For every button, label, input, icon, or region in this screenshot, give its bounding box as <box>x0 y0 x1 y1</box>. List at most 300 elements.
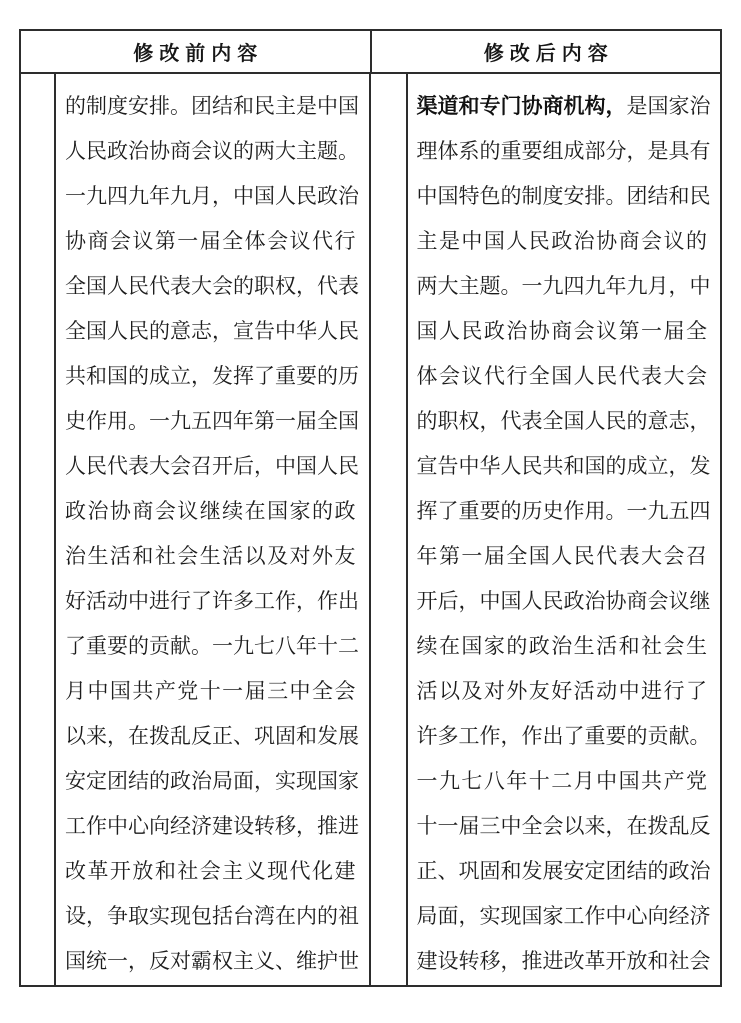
char: 正 <box>212 724 233 748</box>
char: 史 <box>542 499 564 523</box>
char: 民 <box>596 364 618 388</box>
char: 年 <box>149 184 170 208</box>
char: 了 <box>191 589 212 613</box>
char: 友 <box>528 679 550 703</box>
char: 的 <box>317 904 338 928</box>
char: 治 <box>689 94 711 118</box>
char: ， <box>668 454 690 478</box>
char: 题 <box>317 139 338 163</box>
char: 全 <box>65 319 86 343</box>
char: 会 <box>689 949 711 973</box>
char: 中 <box>479 589 501 613</box>
char: 用 <box>107 409 128 433</box>
char: 。 <box>338 139 359 163</box>
char: 大 <box>191 274 212 298</box>
char: 霸 <box>191 949 212 973</box>
char: 议 <box>289 229 311 253</box>
char: 中 <box>317 94 338 118</box>
char: 共 <box>132 679 154 703</box>
char: 中 <box>618 679 640 703</box>
char: ， <box>458 589 480 613</box>
char: 九 <box>170 184 191 208</box>
char: 多 <box>437 724 459 748</box>
char: 产 <box>663 769 685 793</box>
char: 一 <box>437 814 459 838</box>
char: 召 <box>685 544 707 568</box>
char: 具 <box>668 139 690 163</box>
char: 代 <box>618 364 640 388</box>
char: 许 <box>416 724 438 748</box>
text-line <box>65 84 359 129</box>
char: 职 <box>437 409 459 433</box>
char: 会 <box>573 319 595 343</box>
char: 重 <box>275 364 296 388</box>
char: 活 <box>416 679 438 703</box>
char: 的 <box>605 454 627 478</box>
char: 二 <box>551 769 573 793</box>
char: 全 <box>222 229 244 253</box>
text-line <box>65 444 359 489</box>
char: 华 <box>296 319 317 343</box>
char: 全 <box>311 679 333 703</box>
char: 国 <box>437 184 459 208</box>
char: ， <box>212 319 233 343</box>
char: 华 <box>479 454 501 478</box>
char: 拨 <box>647 814 669 838</box>
char: 结 <box>128 769 149 793</box>
char: 国 <box>647 94 669 118</box>
char: 放 <box>626 949 648 973</box>
char: 多 <box>233 589 254 613</box>
char: 安 <box>128 94 149 118</box>
header-after-content: 修改后内容 <box>370 31 721 72</box>
char: 续 <box>222 499 244 523</box>
char: 会 <box>191 139 212 163</box>
char: 及 <box>267 544 289 568</box>
char: 移 <box>275 814 296 838</box>
char: 和 <box>86 364 107 388</box>
char: 九 <box>647 499 669 523</box>
char: 全 <box>685 319 707 343</box>
char: 治 <box>584 589 606 613</box>
header-before-content: 修改前内容 <box>133 43 264 65</box>
char: 以 <box>65 724 86 748</box>
char: 动 <box>596 679 618 703</box>
char: 括 <box>212 904 233 928</box>
char: 工 <box>254 589 275 613</box>
char-bold: 和 <box>458 95 480 118</box>
char: 生 <box>87 544 109 568</box>
char: 政 <box>483 319 505 343</box>
char: 度 <box>542 184 564 208</box>
char: 的 <box>317 364 338 388</box>
char: 改 <box>563 949 585 973</box>
char: 工 <box>563 904 585 928</box>
char: 会 <box>685 364 707 388</box>
char: 会 <box>663 544 685 568</box>
char: 开 <box>212 454 233 478</box>
char: 十 <box>416 814 438 838</box>
char: 表 <box>618 544 640 568</box>
char: 推 <box>521 949 543 973</box>
char: 一 <box>275 409 296 433</box>
char: 表 <box>641 364 663 388</box>
char: 代 <box>483 364 505 388</box>
char: 的 <box>149 769 170 793</box>
char: 定 <box>86 769 107 793</box>
char: 团 <box>107 769 128 793</box>
char: 人 <box>317 319 338 343</box>
char: 国 <box>461 634 483 658</box>
text-line <box>416 84 711 129</box>
revision-comparison-table <box>19 29 722 987</box>
char: 中 <box>233 184 254 208</box>
char: 结 <box>647 184 669 208</box>
char: 人 <box>275 184 296 208</box>
char: 三 <box>479 814 501 838</box>
text-line <box>65 894 359 939</box>
char: ， <box>86 904 107 928</box>
char: 中 <box>500 814 522 838</box>
text-line <box>417 219 708 264</box>
char: 的 <box>311 499 333 523</box>
text-line <box>65 939 359 984</box>
char: 向 <box>149 814 170 838</box>
char: 人 <box>438 319 460 343</box>
char: 中 <box>107 814 128 838</box>
char-bold: 协 <box>521 95 543 118</box>
char: 全 <box>65 274 86 298</box>
char: 年 <box>506 769 528 793</box>
char: 向 <box>647 904 669 928</box>
char: 意 <box>647 409 669 433</box>
char: 活 <box>222 544 244 568</box>
char: 了 <box>254 364 275 388</box>
text-line <box>65 354 359 399</box>
char: 第 <box>438 544 460 568</box>
char: 职 <box>254 274 275 298</box>
char: 主 <box>296 139 317 163</box>
char: 作 <box>275 589 296 613</box>
text-line <box>65 219 356 264</box>
char: 代 <box>596 544 618 568</box>
char-bold: 门 <box>500 95 522 118</box>
char: 治 <box>128 139 149 163</box>
char: 、 <box>275 949 296 973</box>
char: 体 <box>244 229 266 253</box>
cell-after-content <box>408 74 721 985</box>
char: 议 <box>596 319 618 343</box>
char: 改 <box>65 859 86 883</box>
char: 的 <box>128 634 149 658</box>
char: 全 <box>521 814 543 838</box>
char: ， <box>254 454 275 478</box>
char: 治 <box>338 184 359 208</box>
char: 重 <box>584 724 606 748</box>
char: 全 <box>542 409 564 433</box>
char: 民 <box>528 229 550 253</box>
char: 社 <box>641 634 663 658</box>
char: 中 <box>596 769 618 793</box>
char: 政 <box>528 634 550 658</box>
char: 现 <box>296 769 317 793</box>
char: 色 <box>479 184 501 208</box>
char: 共 <box>542 454 564 478</box>
char: 二 <box>338 634 359 658</box>
char: 议 <box>668 589 690 613</box>
char: 是 <box>647 139 669 163</box>
char: 治 <box>65 544 86 568</box>
char: 济 <box>689 904 711 928</box>
char: 面 <box>437 904 459 928</box>
char: 团 <box>626 184 648 208</box>
char: 生 <box>685 634 707 658</box>
char: 月 <box>573 769 595 793</box>
char: 治 <box>191 769 212 793</box>
char: 内 <box>296 904 317 928</box>
char-bold: 机 <box>563 95 585 118</box>
char: 局 <box>416 904 438 928</box>
char: 进 <box>149 589 170 613</box>
char: ， <box>296 814 317 838</box>
char: 实 <box>275 769 296 793</box>
char: 一 <box>212 634 233 658</box>
char: 以 <box>438 679 460 703</box>
char: 取 <box>128 904 149 928</box>
char: 要 <box>107 634 128 658</box>
char: 立 <box>647 454 669 478</box>
char: 安 <box>65 769 86 793</box>
char: 实 <box>149 904 170 928</box>
char: 挥 <box>233 364 254 388</box>
char: 活 <box>573 679 595 703</box>
char: 九 <box>128 184 149 208</box>
char: 贡 <box>149 634 170 658</box>
char: 了 <box>685 679 707 703</box>
char: 推 <box>317 814 338 838</box>
char: 对 <box>289 544 311 568</box>
char: 一 <box>65 184 86 208</box>
char: 十 <box>199 679 221 703</box>
char: 献 <box>170 634 191 658</box>
char: 一 <box>626 499 648 523</box>
char: 商 <box>626 589 648 613</box>
margin-column-after <box>369 74 408 985</box>
char: 的 <box>65 94 86 118</box>
text-line <box>417 669 708 714</box>
char: 会 <box>663 634 685 658</box>
text-line <box>65 624 359 669</box>
char: 外 <box>506 679 528 703</box>
char: 化 <box>311 859 333 883</box>
char: 的 <box>500 499 522 523</box>
char: 届 <box>244 679 266 703</box>
char: 重 <box>86 634 107 658</box>
char: 安 <box>563 184 585 208</box>
char: 人 <box>521 589 543 613</box>
char: 国 <box>584 454 606 478</box>
char: 维 <box>296 949 317 973</box>
char: 家 <box>668 94 690 118</box>
char: 乱 <box>170 724 191 748</box>
char: 五 <box>668 499 690 523</box>
char: 的 <box>626 409 648 433</box>
char-bold: 构 <box>584 95 606 118</box>
char: 主 <box>275 94 296 118</box>
char: 会 <box>647 589 669 613</box>
char: 革 <box>584 949 606 973</box>
char: 大 <box>641 544 663 568</box>
char: 国 <box>109 679 131 703</box>
char: 召 <box>191 454 212 478</box>
char: 建 <box>334 859 356 883</box>
char: 届 <box>458 814 480 838</box>
char: 国 <box>618 769 640 793</box>
char: ， <box>605 814 627 838</box>
char: 友 <box>334 544 356 568</box>
char: 民 <box>689 184 711 208</box>
char: 人 <box>506 229 528 253</box>
char: 家 <box>289 499 311 523</box>
char: 商 <box>618 229 640 253</box>
char: 会 <box>177 544 199 568</box>
char: 月 <box>65 679 86 703</box>
char: 开 <box>605 949 627 973</box>
char: 人 <box>551 544 573 568</box>
char: 民 <box>605 409 627 433</box>
char: 的 <box>506 634 528 658</box>
text-line <box>416 804 711 849</box>
char: ， <box>107 724 128 748</box>
text-line <box>417 309 708 354</box>
char: 社 <box>154 544 176 568</box>
char: 心 <box>128 814 149 838</box>
char: 革 <box>87 859 109 883</box>
char: 展 <box>542 859 564 883</box>
char: 工 <box>65 814 86 838</box>
text-line <box>417 759 708 804</box>
char: 国 <box>317 769 338 793</box>
char: 设 <box>437 949 459 973</box>
char: 四 <box>689 499 711 523</box>
table-body-row <box>21 74 720 985</box>
char: 三 <box>267 679 289 703</box>
char: 一 <box>641 319 663 343</box>
char: ， <box>191 364 212 388</box>
char: 的 <box>500 184 522 208</box>
char: 生 <box>199 544 221 568</box>
char: 有 <box>689 139 711 163</box>
char: 要 <box>521 139 543 163</box>
char: 作 <box>479 724 501 748</box>
char: 家 <box>483 634 505 658</box>
char: 以 <box>244 544 266 568</box>
char: 的 <box>233 139 254 163</box>
char: 活 <box>596 634 618 658</box>
char: 和 <box>296 724 317 748</box>
char: 来 <box>86 724 107 748</box>
char: 两 <box>416 274 438 298</box>
char: 面 <box>233 769 254 793</box>
char: 。 <box>605 184 627 208</box>
char: 国 <box>107 364 128 388</box>
char: 会 <box>154 499 176 523</box>
char: 人 <box>107 319 128 343</box>
char: 体 <box>416 364 438 388</box>
char: 的 <box>626 724 648 748</box>
char-bold: 商 <box>542 95 564 118</box>
char: 民 <box>128 274 149 298</box>
char: 许 <box>212 589 233 613</box>
text-line <box>65 264 359 309</box>
char: 届 <box>199 229 221 253</box>
char: 政 <box>551 229 573 253</box>
char: 实 <box>479 904 501 928</box>
char: 正 <box>416 859 438 883</box>
char: 义 <box>254 949 275 973</box>
char: 代 <box>289 859 311 883</box>
char: 固 <box>275 724 296 748</box>
char: 九 <box>233 634 254 658</box>
char: 党 <box>177 679 199 703</box>
char: 分 <box>605 139 627 163</box>
char: 表 <box>128 454 149 478</box>
char: 会 <box>542 814 564 838</box>
char: 出 <box>542 724 564 748</box>
char: 的 <box>233 274 254 298</box>
char: 中 <box>128 589 149 613</box>
char: 出 <box>338 589 359 613</box>
char: 发 <box>317 724 338 748</box>
char: 。 <box>605 499 627 523</box>
char: 转 <box>458 949 480 973</box>
char: 作 <box>563 499 585 523</box>
text-line <box>416 714 711 759</box>
char: 议 <box>132 229 154 253</box>
char: 政 <box>563 589 585 613</box>
char: 排 <box>149 94 170 118</box>
char: 主 <box>416 229 438 253</box>
char: 的 <box>149 319 170 343</box>
char: 、 <box>233 724 254 748</box>
char: 作 <box>86 814 107 838</box>
text-line <box>65 849 356 894</box>
char: 第 <box>154 229 176 253</box>
char: 九 <box>438 769 460 793</box>
char: 乱 <box>668 814 690 838</box>
char: 议 <box>663 229 685 253</box>
char: 移 <box>479 949 501 973</box>
char: 反 <box>689 814 711 838</box>
char: 一 <box>461 544 483 568</box>
char: 和 <box>132 544 154 568</box>
char: 反 <box>191 724 212 748</box>
char: 人 <box>65 454 86 478</box>
char: 发 <box>689 454 711 478</box>
char: 后 <box>437 589 459 613</box>
text-line <box>65 309 359 354</box>
char: 中 <box>416 184 438 208</box>
char: 工 <box>458 724 480 748</box>
char: 民 <box>128 319 149 343</box>
char: 一 <box>107 949 128 973</box>
char: 会 <box>438 364 460 388</box>
char: 代 <box>317 274 338 298</box>
char: 政 <box>170 769 191 793</box>
char: 国 <box>338 94 359 118</box>
text-line <box>65 399 359 444</box>
char: 好 <box>551 679 573 703</box>
